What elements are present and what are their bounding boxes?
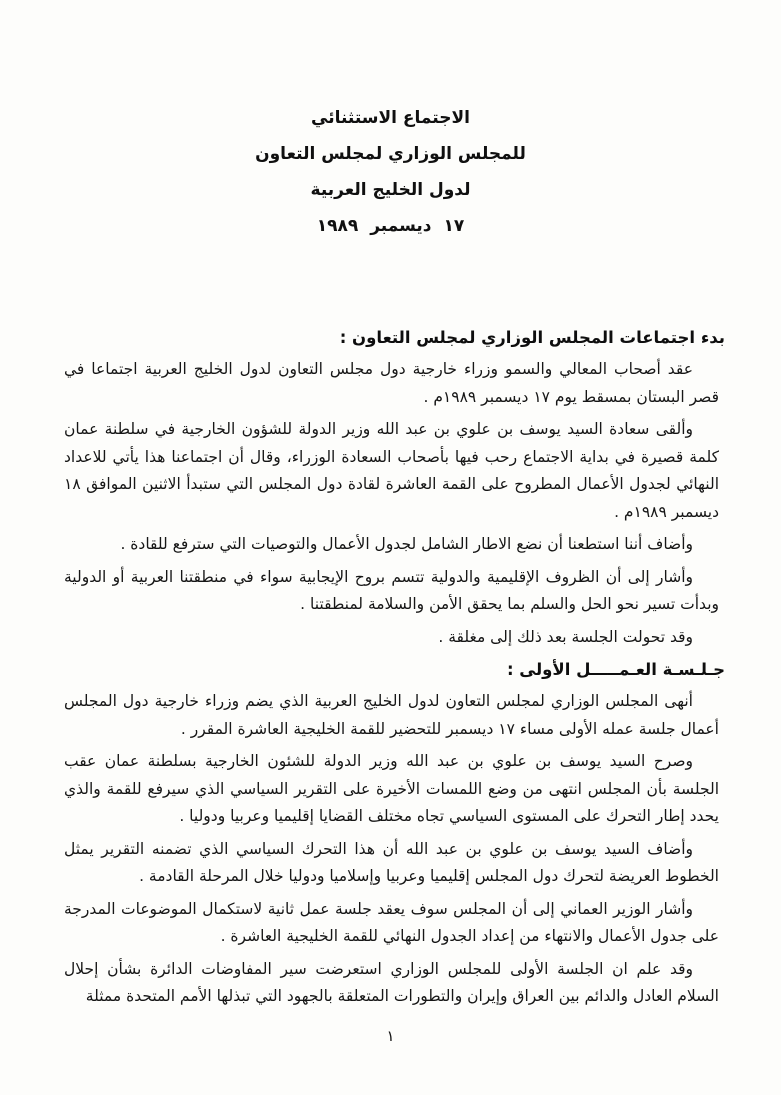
title-line-date: ١٧ ديسمبر ١٩٨٩ bbox=[316, 216, 465, 236]
paragraph: وألقى سعادة السيد يوسف بن علوي بن عبد الله وزير الدولة للشؤون الخارجية في سلطنة عمان كلمة قصيرة في بداية الاجتماع رحب فيها بأصحاب السعادة الوزراء، وقال أن اجتماعنا هذا يأتي للاعداد النهائي لجدول الأعمال المطروح على القمة العاشرة لقادة دول المجلس التي ستبدأ الاثنين الموافق ١٨ ديسمبر ١٩٨٩م . bbox=[64, 420, 719, 521]
title-line-meeting: الاجتماع الاستثنائي bbox=[311, 108, 470, 128]
paragraph: وأضاف أننا استطعنا أن نضع الاطار الشامل لجدول الأعمال والتوصيات التي سترفع للقادة . bbox=[120, 535, 693, 553]
paragraph: وصرح السيد يوسف بن علوي بن عبد الله وزير الدولة للشئون الخارجية بسلطنة عمان عقب الجلسة بأن المجلس انتهى من وضع اللمسات الأخيرة على التقرير السياسي الذي سيرفع للقمة والذي يحدد إطار التحرك على المستوى السياسي تجاه مختلف القضايا إقليميا وعربيا ودوليا . bbox=[64, 752, 719, 825]
document-body bbox=[0, 324, 781, 1011]
paragraph: وأشار إلى أن الظروف الإقليمية والدولية تتسم بروح الإيجابية سواء في منطقتنا العربية أو الدولية وبدأت تسير نحو الحل والسلم بما يحقق الأمن والسلامة لمنطقتنا . bbox=[64, 567, 719, 613]
paragraph: أنهى المجلس الوزاري لمجلس التعاون لدول الخليج العربية الذي يضم وزراء خارجية دول المجلس أعمال جلسة عمله الأولى مساء ١٧ ديسمبر للتحضير للقمة الخليجية العاشرة المقرر . bbox=[64, 692, 719, 738]
paragraph: وقد علم ان الجلسة الأولى للمجلس الوزاري استعرضت سير المفاوضات الدائرة بشأن إحلال السلام العادل والدائم بين العراق وإيران والتطورات المتعلقة بالجهود التي تبذلها الأمم المتحدة ممثلة bbox=[64, 959, 719, 1005]
section-heading-meetings-start: بدء اجتماعات المجلس الوزاري لمجلس التعاون : bbox=[339, 328, 725, 347]
paragraph: عقد أصحاب المعالي والسمو وزراء خارجية دول مجلس التعاون لدول الخليج العربية اجتماعا في قصر البستان بمسقط يوم ١٧ ديسمبر ١٩٨٩م . bbox=[64, 360, 719, 406]
title-line-council: للمجلس الوزاري لمجلس التعاون bbox=[255, 144, 526, 164]
paragraph: وأشار الوزير العماني إلى أن المجلس سوف يعقد جلسة عمل ثانية لاستكمال الموضوعات المدرجة على جدول الأعمال والانتهاء من إعداد الجدول النهائي للقمة الخليجية العاشرة . bbox=[64, 899, 719, 945]
paragraph: وقد تحولت الجلسة بعد ذلك إلى مغلقة . bbox=[438, 627, 693, 646]
document-title bbox=[0, 100, 781, 244]
section-heading-first-working-session: جـلـسـة العـمـــــل الأولى : bbox=[506, 660, 725, 679]
paragraph: وأضاف السيد يوسف بن علوي بن عبد الله أن هذا التحرك السياسي الذي تضمنه التقرير يمثل الخطوط العريضة لتحرك دول المجلس إقليميا وعربيا وإسلاميا ودوليا خلال المرحلة القادمة . bbox=[64, 839, 719, 885]
page-number: ١ bbox=[386, 1027, 395, 1045]
title-line-states: لدول الخليج العربية bbox=[310, 180, 471, 200]
